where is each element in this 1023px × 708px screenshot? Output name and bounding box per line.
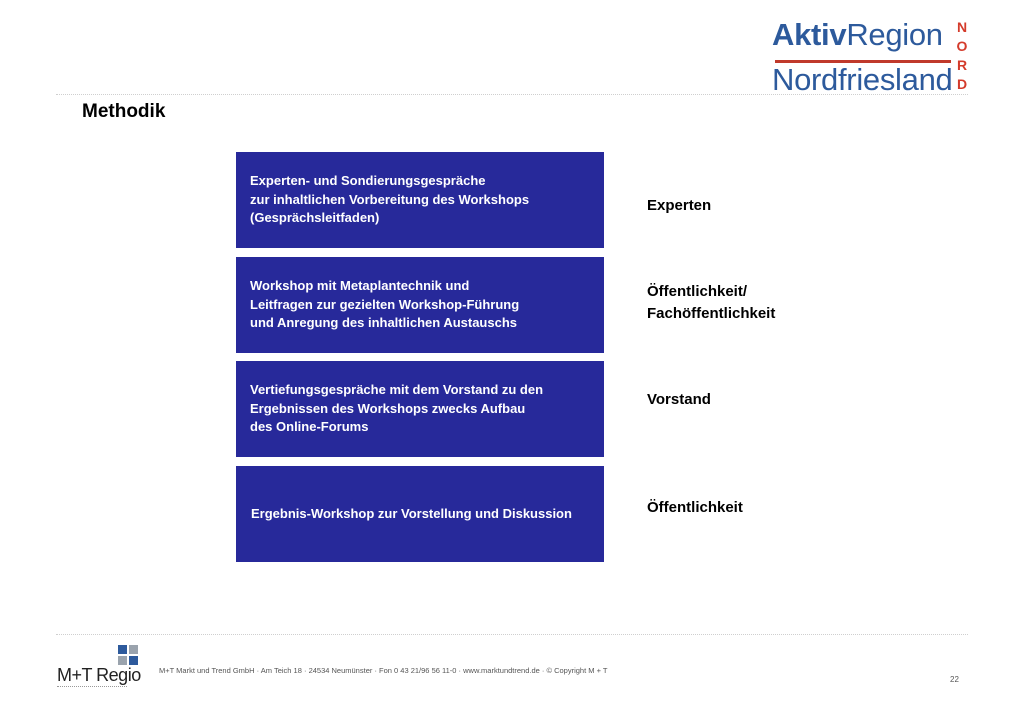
logo-letter: O <box>956 38 968 54</box>
logo-word-region: Region <box>846 17 943 52</box>
page-number: 22 <box>950 675 959 684</box>
step-box-2 <box>236 257 604 353</box>
logo-square-icon <box>129 656 138 665</box>
footer-company-info: M+T Markt und Trend GmbH · Am Teich 18 · 24534 Neumünster · Fon 0 43 21/96 56 11-0 · www.marktundtrend.de · © Copyright M + T <box>159 666 608 675</box>
logo-square-icon <box>118 645 127 654</box>
aktivregion-logo <box>772 14 972 97</box>
logo-nord-letters <box>955 18 969 94</box>
footer-divider <box>56 634 968 635</box>
step-box-4 <box>236 466 604 562</box>
page-title: Methodik <box>82 101 166 122</box>
mt-regio-logo-text: M+T Regio <box>57 665 141 685</box>
logo-letter: D <box>956 76 968 92</box>
logo-line-nordfriesland: Nordfriesland <box>772 62 953 97</box>
logo-letter: N <box>956 19 968 35</box>
logo-underline <box>57 686 127 689</box>
step-text: Experten- und Sondierungsgespräche zur inhaltlichen Vorbereitung des Workshops (Gesprächsleitfaden) <box>250 173 530 226</box>
step-audience-3: Vorstand <box>647 391 711 408</box>
step-box-3 <box>236 361 604 457</box>
step-text: Workshop mit Metaplantechnik und Leitfragen zur gezielten Workshop-Führung und Anregung des inhaltlichen Austauschs <box>250 278 520 331</box>
logo-word-aktiv: Aktiv <box>772 17 847 52</box>
mt-regio-logo <box>56 645 146 691</box>
step-text: Ergebnis-Workshop zur Vorstellung und Diskussion <box>251 505 572 521</box>
step-audience-1: Experten <box>647 197 712 214</box>
logo-square-icon <box>129 645 138 654</box>
step-audience-4: Öffentlichkeit <box>647 499 743 516</box>
step-audience-2: Öffentlichkeit/ Fachöffentlichkeit <box>647 283 776 322</box>
logo-square-icon <box>118 656 127 665</box>
step-box-1 <box>236 152 604 248</box>
logo-line-aktivregion <box>772 18 943 52</box>
logo-letter: R <box>956 57 968 73</box>
header-divider <box>56 94 968 95</box>
step-text: Vertiefungsgespräche mit dem Vorstand zu den Ergebnissen des Workshops zwecks Aufbau des Online-Forums <box>250 382 544 435</box>
